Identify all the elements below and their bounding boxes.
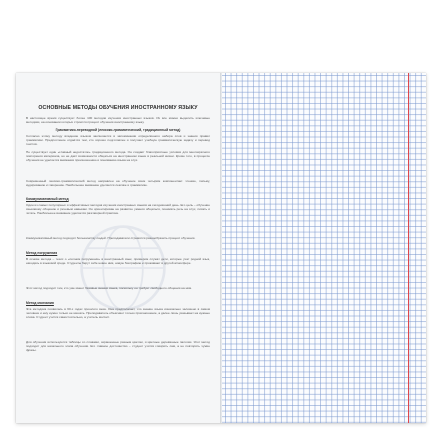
section-paragraph: Согласно этому методу владение языком заключается в запоминании определённого набора слов и знании правил грамматики. Предпочтение отдаётся тем, кто хорошо подготовлен и получает учебную грамматическую задачу и перевод текстов. bbox=[26, 134, 210, 147]
section-heading: Метод молчания bbox=[26, 301, 54, 305]
section-paragraph: Современный лексико-грамматический метод направлен на обучение всем четырём компонентам: чтению, письму, аудированию и говорению. Наибольшее внимание уделяется лексике и грамматике. bbox=[26, 179, 210, 188]
document-title: ОСНОВНЫЕ МЕТОДЫ ОБУЧЕНИЯ ИНОСТРАННОМУ ЯЗЫКУ bbox=[38, 105, 198, 111]
notebook bbox=[16, 73, 426, 423]
section-paragraph: Не существует один «главный недостаток» традиционного метода. Он создаёт благоприятные условия для многократного повторения материала, но не даёт возможности общаться на иностранном языке в реальной жизни. Кроме того, в процессе обучения не уделяется внимания произношению и пониманию языка на слух. bbox=[26, 150, 210, 163]
section-heading: Грамматико-переводной (лексико-грамматический, традиционный метод) bbox=[55, 128, 181, 132]
section-heading: Метод погружения bbox=[26, 251, 58, 255]
grid-page bbox=[222, 73, 426, 423]
inner-cover-page bbox=[16, 73, 220, 423]
red-margin-line bbox=[408, 73, 409, 423]
section-paragraph: Для обучения используются таблицы со словами, окрашенные разным цветом, и цветные деревянные палочки. Этот метод подходит для начального этапа обучения. Его главное достоинство – студент учится говорить сам, а не повторять чужие фразы. bbox=[26, 340, 210, 353]
intro-paragraph: В настоящее время существует более 100 методов изучения иностранных языков. Их все можно выделить ключевые методики, на основании которых строится процесс обучения иностранному языку. bbox=[26, 116, 210, 125]
section-paragraph: Эта методика появилась в 60-х годах прошлого века. Она предполагает, что знание языка изначально заложено в самом человеке и ему нужно только не мешать. Преподаватель объясняет только произношение, а далее лишь указывает на нужные слова. Студент учится самостоятельно, а учитель молчит. bbox=[26, 307, 210, 320]
section-paragraph: Один из самых популярных и эффективных методов изучения иностранных языков на сегодняшний день. Его цель – обучение языковому общению и речевым навыкам. Он ориентирован на развитие умения общаться, понимать речь на слух, писать и читать. Наибольшее внимание уделяется разговорной практике. bbox=[26, 203, 210, 216]
section-heading: Коммуникативный метод bbox=[26, 197, 69, 201]
section-paragraph: Коммуникативный метод подходит большинству людей. Преподаватели стремятся разнообразить процесс обучения. bbox=[26, 236, 196, 240]
section-paragraph: В основе метода – тезис о «полном погружении» в иностранный язык, примером служат дети, которые учат родной язык, находясь в языковой среде. Студенты берут себе новое имя, новую биографию и проживают в другой атмосфере. bbox=[26, 257, 210, 266]
section-paragraph: Этот метод подходит тем, кто уже имеет базовые знания языка, поскольку он требует свободного общения на нём. bbox=[26, 286, 193, 290]
